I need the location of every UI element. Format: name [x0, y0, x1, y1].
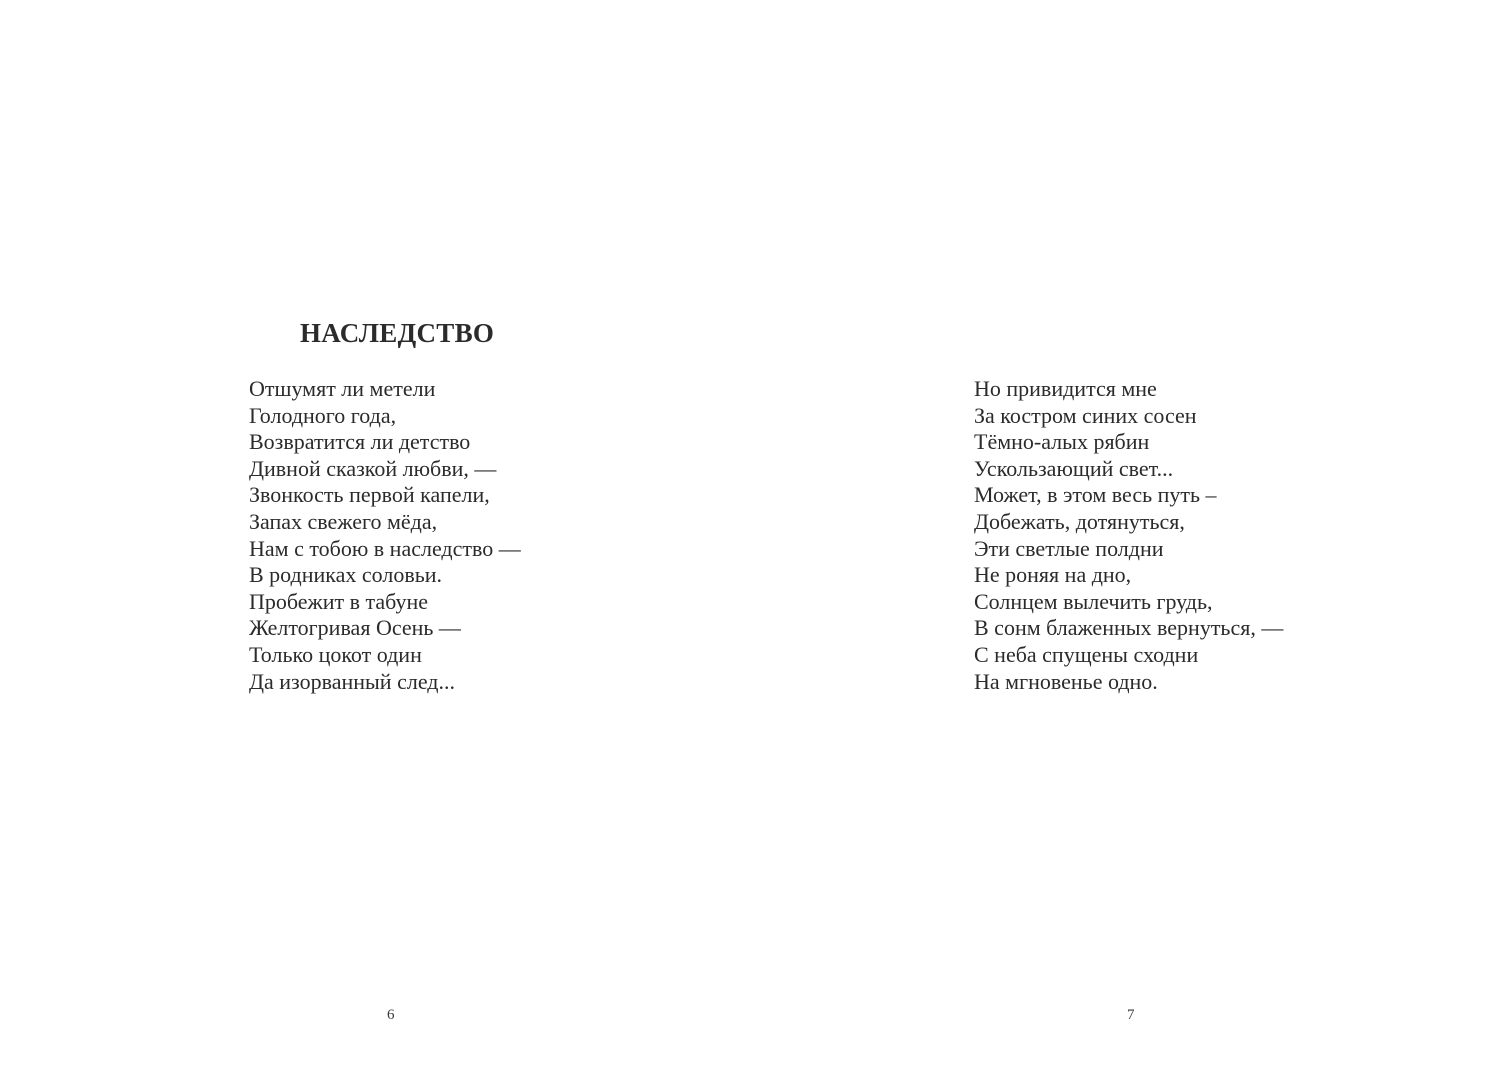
poem-line: Дивной сказкой любви, —: [249, 455, 497, 481]
poem-title: НАСЛЕДСТВО: [300, 318, 495, 348]
poem-line: Да изорванный след...: [249, 668, 455, 694]
poem-line: Звонкость первой капели,: [249, 482, 490, 508]
poem-line: Только цокот один: [249, 641, 422, 667]
poem-line: Пробежит в табуне: [249, 588, 429, 614]
poem-line: Тёмно-алых рябин: [974, 429, 1150, 455]
poem-line: Отшумят ли метели: [249, 376, 436, 401]
poem-stanza-left: [249, 376, 521, 695]
poem-line: Ускользающий свет...: [974, 455, 1174, 481]
right-page: [755, 0, 1510, 1080]
poem-line: Голодного года,: [249, 402, 397, 428]
poem-line: Солнцем вылечить грудь,: [974, 588, 1213, 614]
poem-line: С неба спущены сходни: [974, 641, 1199, 667]
poem-line: Запах свежего мёда,: [249, 508, 438, 534]
poem-stanza-right: [974, 376, 1283, 695]
page-number-left: 6: [387, 1007, 395, 1023]
poem-line: Не роняя на дно,: [974, 562, 1132, 588]
poem-line: Желтогривая Осень —: [249, 615, 461, 641]
poem-line: Но привидится мне: [974, 376, 1157, 401]
poem-line: Нам с тобою в наследство —: [249, 535, 521, 561]
poem-line: Эти светлые полдни: [974, 535, 1164, 561]
page-number-right: 7: [1127, 1007, 1135, 1023]
poem-line: Может, в этом весь путь –: [974, 482, 1217, 508]
poem-line: Добежать, дотянуться,: [974, 508, 1185, 534]
poem-line: За костром синих сосен: [974, 402, 1197, 428]
poem-line: В родниках соловьи.: [249, 562, 443, 588]
poem-line: Возвратится ли детство: [249, 429, 471, 455]
poem-line: В сонм блаженных вернуться, —: [974, 615, 1284, 641]
poem-line: На мгновенье одно.: [974, 668, 1158, 694]
